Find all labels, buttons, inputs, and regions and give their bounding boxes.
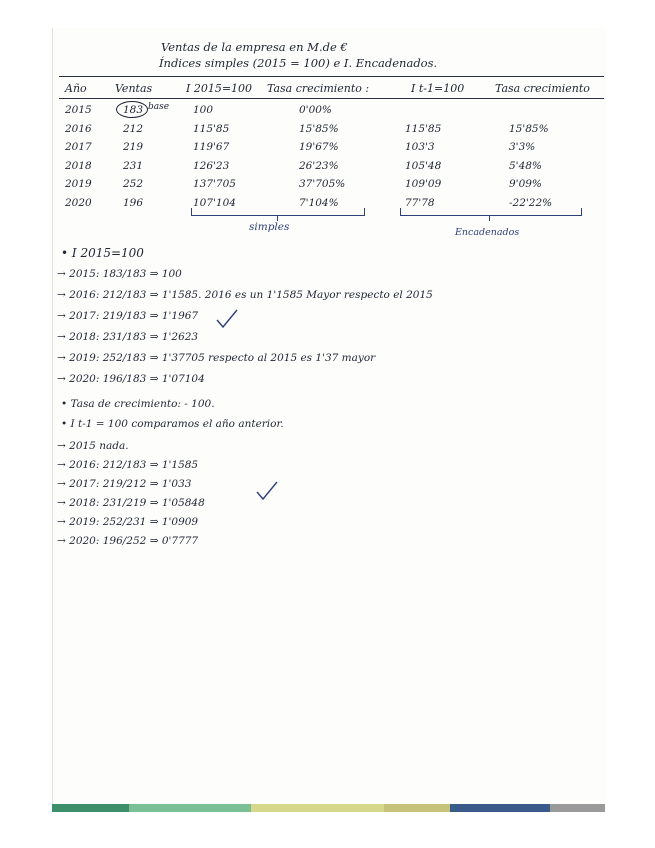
cell-tasa-enc: 15'85% xyxy=(509,122,549,135)
cell-index-simple: 137'705 xyxy=(193,178,236,190)
note-line: → 2016: 212/183 ⇒ 1'1585 xyxy=(57,459,199,471)
stripe-segment xyxy=(251,804,384,812)
group-label-simples: simples xyxy=(249,221,290,233)
stripe-segment xyxy=(129,804,251,812)
note-line: → 2020: 196/183 ⇒ 1'07104 xyxy=(57,373,205,385)
doc-title-line1: Ventas de la empresa en M.de € xyxy=(161,40,348,54)
stripe-segment xyxy=(52,804,129,812)
notes-tasa-heading: • Tasa de crecimiento: - 100. xyxy=(61,398,215,410)
header-tasa-enc: Tasa crecimiento xyxy=(495,82,590,95)
cell-index-enc: 115'85 xyxy=(405,122,442,135)
header-year: Año xyxy=(65,82,87,95)
cell-tasa-simple: 0'00% xyxy=(299,104,332,116)
cell-index-simple: 100 xyxy=(193,104,214,116)
group-label-encadenados: Encadenados xyxy=(455,227,520,238)
cell-tasa-simple: 7'104% xyxy=(299,196,339,209)
notebook-page xyxy=(52,28,606,812)
cell-tasa-enc: -22'22% xyxy=(509,196,553,209)
note-line: → 2019: 252/183 ⇒ 1'37705 respecto al 2015 es 1'37 mayor xyxy=(57,352,376,364)
cell-year: 2015 xyxy=(65,104,92,116)
cell-index-enc: 77'78 xyxy=(405,196,435,209)
cell-index-simple: 119'67 xyxy=(193,141,230,153)
cell-ventas: 196 xyxy=(123,196,144,209)
cell-tasa-simple: 37'705% xyxy=(299,178,346,190)
table-header-rule xyxy=(59,98,604,99)
note-line: → 2017: 219/183 ⇒ 1'1967 xyxy=(57,310,199,322)
cell-ventas: 183 xyxy=(123,104,144,116)
cell-year: 2018 xyxy=(65,159,92,172)
stripe-segment xyxy=(450,804,550,812)
doc-title-line2: Índices simples (2015 = 100) e I. Encadenados. xyxy=(159,56,438,70)
checkmark-icon xyxy=(215,308,239,330)
cell-year: 2017 xyxy=(65,141,92,153)
note-line: → 2018: 231/219 ⇒ 1'05848 xyxy=(57,497,205,509)
header-ventas: Ventas xyxy=(115,82,153,95)
note-line: → 2015: 183/183 ⇒ 100 xyxy=(57,268,182,280)
header-index-simple: I 2015=100 xyxy=(186,82,253,95)
stripe-segment xyxy=(550,804,605,812)
cell-index-enc: 105'48 xyxy=(405,159,442,172)
note-line: → 2018: 231/183 ⇒ 1'2623 xyxy=(57,331,199,343)
cell-index-enc: 103'3 xyxy=(405,141,435,153)
page-bottom-stripe xyxy=(52,804,605,812)
notes-tasa-subheading: • I t-1 = 100 comparamos el año anterior. xyxy=(61,418,284,430)
cell-tasa-simple: 15'85% xyxy=(299,122,339,135)
cell-tasa-enc: 9'09% xyxy=(509,178,542,190)
cell-tasa-enc: 3'3% xyxy=(509,141,536,153)
header-tasa-simple: Tasa crecimiento : xyxy=(267,82,370,95)
note-line: → 2015 nada. xyxy=(57,440,129,452)
header-index-enc: I t-1=100 xyxy=(411,82,465,95)
notes-simple-heading: • I 2015=100 xyxy=(61,246,144,260)
cell-index-simple: 126'23 xyxy=(193,159,230,172)
cell-year: 2020 xyxy=(65,196,92,209)
note-line: → 2017: 219/212 ⇒ 1'033 xyxy=(57,478,192,490)
cell-index-enc: 109'09 xyxy=(405,178,442,190)
cell-ventas: 252 xyxy=(123,178,144,190)
cell-year: 2019 xyxy=(65,178,92,190)
cell-index-simple: 107'104 xyxy=(193,196,236,209)
checkmark-icon xyxy=(255,480,279,502)
cell-ventas: 231 xyxy=(123,159,144,172)
cell-ventas: 212 xyxy=(123,122,144,135)
cell-tasa-enc: 5'48% xyxy=(509,159,542,172)
note-line: → 2016: 212/183 ⇒ 1'1585. 2016 es un 1'1585 Mayor respecto el 2015 xyxy=(57,289,433,301)
cell-tasa-simple: 26'23% xyxy=(299,159,339,172)
base-label: base xyxy=(148,102,170,112)
note-line: → 2020: 196/252 ⇒ 0'7777 xyxy=(57,535,199,547)
table-top-rule xyxy=(59,76,604,77)
brace-encadenados xyxy=(400,208,582,216)
stripe-segment xyxy=(384,804,450,812)
cell-ventas: 219 xyxy=(123,141,144,153)
cell-index-simple: 115'85 xyxy=(193,122,230,135)
note-line: → 2019: 252/231 ⇒ 1'0909 xyxy=(57,516,199,528)
base-value-circle xyxy=(116,101,148,118)
brace-enc-tick xyxy=(489,215,490,221)
cell-year: 2016 xyxy=(65,122,92,135)
cell-tasa-simple: 19'67% xyxy=(299,141,339,153)
